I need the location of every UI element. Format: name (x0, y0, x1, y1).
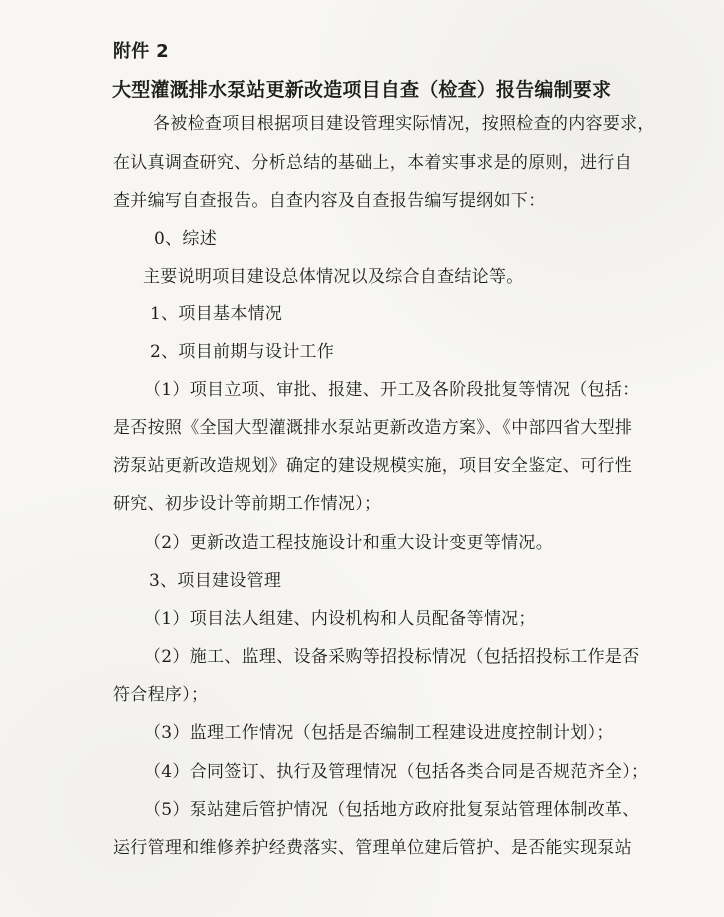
section-2-heading: 2、项目前期与设计工作 (150, 342, 335, 362)
section-0-heading: 0、综述 (154, 229, 218, 249)
section-1-heading: 1、项目基本情况 (150, 304, 283, 324)
section-3-item-2-line-1: （2）施工、监理、设备采购等招投标情况（包括招投标工作是否 (144, 647, 640, 667)
section-3-item-3: （3）监理工作情况（包括是否编制工程建设进度控制计划）； (144, 723, 614, 743)
body-line-3: 查并编写自查报告。自查内容及自查报告编写提纲如下： (113, 191, 546, 211)
section-2-item-1-line-1: （1）项目立项、审批、报建、开工及各阶段批复等情况（包括： (144, 380, 640, 400)
section-3-item-2-line-2: 符合程序）； (113, 685, 209, 705)
section-3-heading: 3、项目建设管理 (149, 571, 282, 591)
document-title: 大型灌溉排水泵站更新改造项目自查（检查）报告编制要求 (112, 79, 612, 101)
annex-label: 附件 2 (113, 41, 169, 62)
section-2-item-1-line-2: 是否按照《全国大型灌溉排水泵站更新改造方案》、《中部四省大型排 (113, 418, 633, 438)
section-3-item-1: （1）项目法人组建、内设机构和人员配备等情况； (144, 609, 536, 629)
section-3-item-5-line-1: （5）泵站建后管护情况（包括地方政府批复泵站管理体制改革、 (144, 800, 640, 820)
section-2-item-1-line-4: 研究、初步设计等前期工作情况）； (113, 494, 382, 514)
section-2-item-2: （2）更新改造工程技施设计和重大设计变更等情况。 (144, 533, 554, 553)
section-2-item-1-line-3: 涝泵站更新改造规划》确定的建设规模实施，项目安全鉴定、可行性 (113, 456, 632, 476)
body-line-1: 各被检查项目根据项目建设管理实际情况，按照检查的内容要求， (153, 114, 655, 134)
section-0-text: 主要说明项目建设总体情况以及综合自查结论等。 (143, 267, 524, 287)
section-3-item-5-line-2: 运行管理和维修养护经费落实、管理单位建后管护、是否能实现泵站 (113, 838, 632, 858)
body-line-2: 在认真调查研究、分析总结的基础上，本着实事求是的原则，进行自 (113, 153, 632, 173)
section-3-item-4: （4）合同签订、执行及管理情况（包括各类合同是否规范齐全）； (144, 762, 649, 782)
